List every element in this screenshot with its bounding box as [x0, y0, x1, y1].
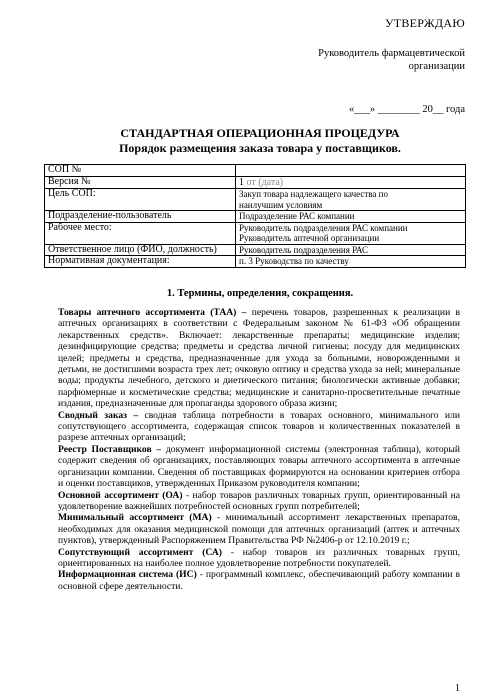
term-name: Товары аптечного ассортимента (ТАА) – [58, 307, 247, 318]
sop-meta-table [44, 164, 466, 268]
document-title [40, 126, 480, 156]
terms-list [58, 307, 460, 592]
division-label: Подразделение-пользователь [45, 211, 236, 223]
normative-value: п. 3 Руководства по качеству [236, 256, 466, 268]
term-name: Основной ассортимент (ОА) [58, 489, 183, 501]
term-paragraph [58, 512, 460, 546]
workplace-value-line1: Руководитель подразделения РАС компании [239, 222, 408, 233]
version-value [236, 176, 466, 189]
sop-number-label: СОП № [45, 165, 236, 177]
table-row [45, 211, 466, 223]
term-name: Реестр Поставщиков – [58, 443, 162, 455]
table-row [45, 256, 466, 268]
document-title-line1: СТАНДАРТНАЯ ОПЕРАЦИОННАЯ ПРОЦЕДУРА [120, 126, 400, 140]
workplace-label: Рабочее место: [45, 222, 236, 244]
section-heading: 1. Термины, определения, сокращения. [166, 288, 354, 299]
term-paragraph [58, 410, 460, 444]
approval-role [300, 47, 465, 73]
approval-block [300, 16, 465, 117]
version-date: от (дата) [244, 176, 284, 188]
workplace-value-line2: Руководитель аптечной организации [239, 233, 380, 243]
term-paragraph [58, 547, 460, 570]
term-definition: перечень товаров, разрешенных к реализации в аптечных организациях в соответствии с Федеральным законом № 61-ФЗ «Об обращении лекарственных средств». Включает: лекарственные препараты; медицинские изделия; дезинфицирующие средства; предметы и средства личной гигиены; посуду для медицинских целей; предметы и средства, предназначенные для ухода за больными, новорожденными и детьми, не достигшими возраста трех лет; очковую оптику и средства ухода за ней; минеральные воды; продукты лечебного, детского и диетического питания; биологически активные добавки; парфюмерные и косметические средства; медицинские и санитарно-просветительные печатные издания, предназначенные для пропаганды здорового образа жизни; [58, 307, 460, 410]
term-definition: - минимальный ассортимент лекарственных препаратов, необходимых для оказания медицинской помощи для аптечных организаций (аптек и аптечных пунктов), утвержденный Распоряжением Правительства РФ №2406-р от 12.10.2019 г.; [58, 512, 460, 547]
term-name: Информационная система (ИС) [58, 569, 197, 581]
term-paragraph [58, 490, 460, 513]
approval-role-line2: организации [408, 61, 465, 72]
term-definition: - набор товаров из различных товарных групп, ориентированных на наиболее полное удовлетворение потребности покупателей. [58, 546, 460, 569]
responsible-label: Ответственное лицо (ФИО, должность) [45, 244, 236, 256]
sop-number-value [236, 165, 466, 177]
table-row [45, 244, 466, 256]
approval-role-line1: Руководитель фармацевтической [318, 48, 465, 59]
division-value: Подразделение РАС компании [236, 211, 466, 223]
responsible-value: Руководитель подразделения РАС [236, 244, 466, 256]
term-name: Сводный заказ – [58, 409, 139, 421]
page-number: 1 [455, 683, 460, 694]
table-row [45, 222, 466, 244]
table-row [45, 165, 466, 177]
term-definition: - набор товаров различных товарных групп, ориентированный на удовлетворение важнейших потребностей основных групп потребителей; [58, 489, 461, 512]
term-paragraph [58, 307, 460, 410]
workplace-value [236, 222, 466, 244]
table-row [45, 189, 466, 211]
term-definition: документ информационной системы (электронная таблица), который содержит сведения об организациях, поставляющих товары аптечного ассортимента в аптечные организации компании. Сведения об поставщиках формируются на основании критериев отбора и оценки поставщиков, утвержденных Приказом руководителя компании; [58, 443, 460, 490]
normative-label: Нормативная документация: [45, 256, 236, 268]
approval-date-line: «___» ________ 20__ года [348, 104, 465, 115]
version-label: Версия № [45, 176, 236, 189]
term-definition: - программный комплекс, обеспечивающий работу компании в основной сфере деятельности. [58, 569, 460, 592]
version-number: 1 [239, 176, 244, 188]
approval-title: УТВЕРЖДАЮ [384, 16, 465, 30]
term-paragraph [58, 569, 460, 592]
goal-value: Закуп товара надлежащего качества по наилучшим условиям [236, 189, 466, 211]
goal-label: Цель СОП: [45, 189, 236, 211]
table-row [45, 176, 466, 189]
term-name: Сопутствующий ассортимент (СА) [58, 546, 222, 558]
term-paragraph [58, 444, 460, 490]
term-definition: сводная таблица потребности в товарах основного, минимального или сопутствующего ассортимента, содержащая список товаров и количественных показателей в разрезе аптечных организаций; [58, 409, 460, 444]
document-title-line2: Порядок размещения заказа товара у поставщиков. [119, 141, 401, 155]
term-name: Минимальный ассортимент (МА) [58, 512, 212, 524]
